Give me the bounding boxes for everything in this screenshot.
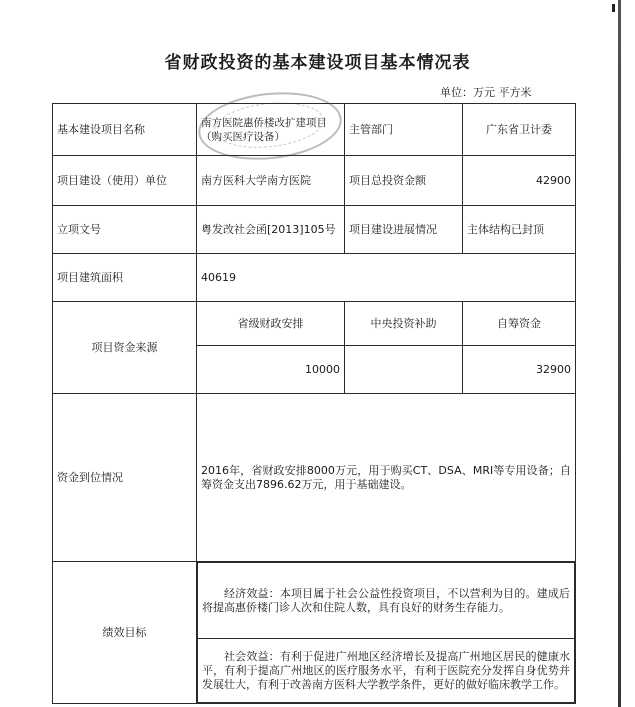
funding-value-self: 32900 [463, 346, 576, 394]
value-approval: 粤发改社会函[2013]105号 [197, 206, 345, 254]
scan-edge [618, 0, 621, 707]
row-arrival [53, 394, 576, 562]
value-total-investment: 42900 [463, 156, 576, 206]
info-table [52, 103, 576, 704]
funding-header-central: 中央投资补助 [345, 302, 463, 346]
scan-mark [612, 4, 615, 12]
row-area [53, 254, 576, 302]
funding-value-provincial: 10000 [197, 346, 345, 394]
row-funding-headers [53, 302, 576, 346]
funding-header-provincial: 省级财政安排 [197, 302, 345, 346]
label-arrival: 资金到位情况 [53, 394, 197, 562]
label-area: 项目建筑面积 [53, 254, 197, 302]
label-unit: 项目建设（使用）单位 [53, 156, 197, 206]
value-area: 40619 [197, 254, 576, 302]
label-total-investment: 项目总投资金额 [345, 156, 463, 206]
value-progress: 主体结构已封顶 [463, 206, 576, 254]
label-performance: 绩效目标 [53, 562, 197, 704]
label-authority: 主管部门 [345, 104, 463, 156]
value-economic: 经济效益：本项目属于社会公益性投资项目，不以营利为目的。建成后将提高惠侨楼门诊人次和住院人数，具有良好的财务生存能力。 [198, 563, 575, 639]
label-progress: 项目建设进展情况 [345, 206, 463, 254]
unit-label: 单位：万元 平方米 [440, 86, 532, 99]
label-project-name: 基本建设项目名称 [53, 104, 197, 156]
value-social: 社会效益：有利于促进广州地区经济增长及提高广州地区居民的健康水平，有利于提高广州地区的医疗服务水平，有利于医院充分发挥自身优势并发展壮大，有利于改善南方医科大学教学条件，更好的做好临床教学工作。 [198, 639, 575, 703]
label-funding: 项目资金来源 [53, 302, 197, 394]
value-authority: 广东省卫计委 [463, 104, 576, 156]
value-arrival: 2016年，省财政安排8000万元，用于购买CT、DSA、MRI等专用设备；自筹资金支出7896.62万元，用于基础建设。 [197, 394, 576, 562]
funding-header-self: 自筹资金 [463, 302, 576, 346]
row-performance [53, 562, 576, 704]
value-unit: 南方医科大学南方医院 [197, 156, 345, 206]
performance-cell [197, 562, 576, 704]
value-project-name: 南方医院惠侨楼改扩建项目（购买医疗设备） [197, 104, 345, 156]
row-unit [53, 156, 576, 206]
funding-value-central [345, 346, 463, 394]
label-approval: 立项文号 [53, 206, 197, 254]
page-title: 省财政投资的基本建设项目基本情况表 [164, 53, 471, 73]
row-approval [53, 206, 576, 254]
